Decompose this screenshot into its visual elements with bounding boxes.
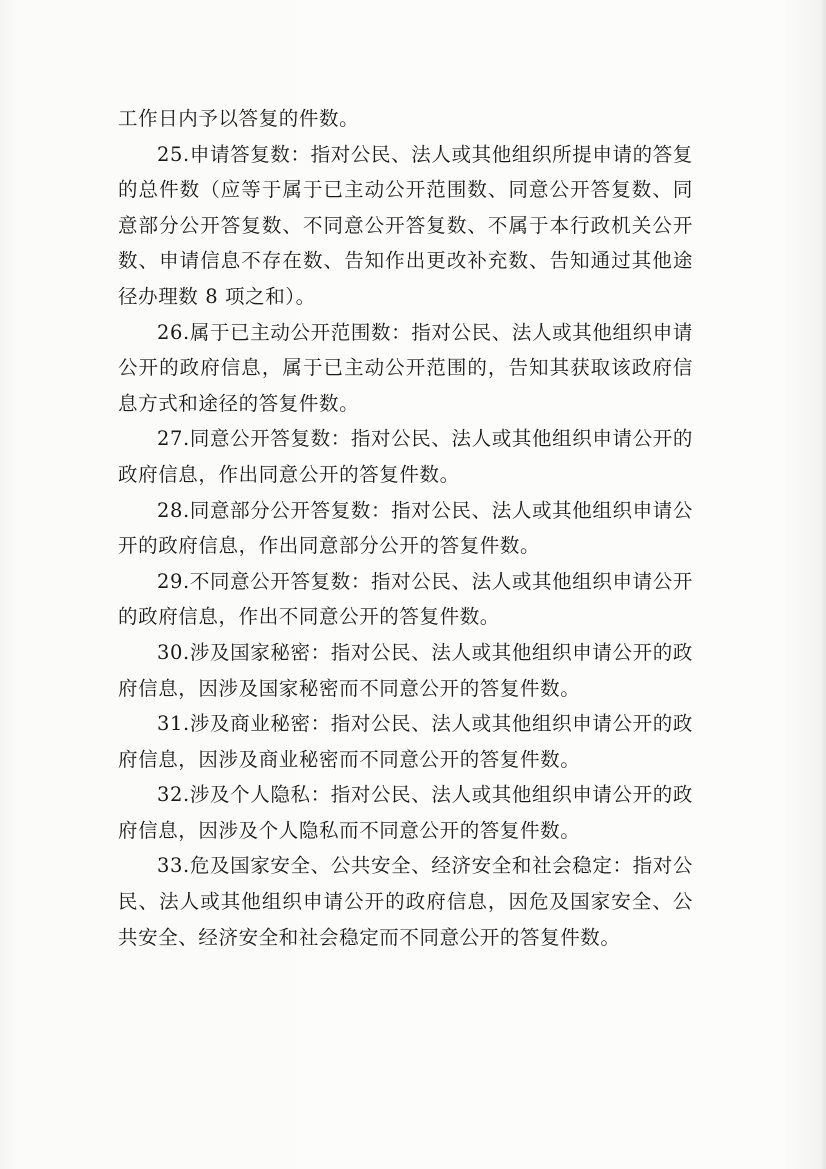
- page-edge-shadow: [820, 0, 826, 1169]
- paragraph-text: 指对公民、法人或其他组织申请公开的政府信息，因涉及国家秘密而不同意公开的答复件数。: [118, 640, 693, 700]
- paragraph-term: 28.同意部分公开答复数：: [157, 498, 392, 522]
- paragraph-item-32: [118, 777, 693, 848]
- paragraph-item-31: [118, 706, 693, 777]
- paragraph-text: 指对公民、法人或其他组织申请公开的政府信息，作出同意部分公开的答复件数。: [118, 498, 693, 558]
- paragraph-term: 33.危及国家安全、公共安全、经济安全和社会稳定：: [157, 854, 633, 878]
- paragraph-item-26: [118, 315, 693, 422]
- paragraph-text: 指对公民、法人或其他组织申请公开的政府信息，因危及国家安全、公共安全、经济安全和社会稳定而不同意公开的答复件数。: [118, 854, 693, 949]
- paragraph-item-33: [118, 848, 693, 955]
- paragraph-term: 30.涉及国家秘密：: [157, 640, 331, 664]
- paragraph-term: 29.不同意公开答复数：: [157, 569, 371, 593]
- paragraph-term: 27.同意公开答复数：: [157, 427, 351, 451]
- paragraph-text: 指对公民、法人或其他组织申请公开的政府信息，因涉及商业秘密而不同意公开的答复件数。: [118, 712, 693, 771]
- paragraph-text: 工作日内予以答复的件数。: [118, 107, 360, 130]
- paragraph-term: 31.涉及商业秘密：: [157, 712, 331, 736]
- paragraph-item-30: [118, 635, 693, 706]
- document-body: [118, 101, 693, 955]
- paragraph-item-28: [118, 493, 693, 564]
- paragraph-text: 指对公民、法人或其他组织申请公开的政府信息，作出同意公开的答复件数。: [118, 427, 693, 486]
- paragraph-term: 25.申请答复数：: [157, 142, 311, 166]
- paragraph-text: 指对公民、法人或其他组织申请公开的政府信息，因涉及个人隐私而不同意公开的答复件数。: [118, 783, 693, 842]
- paragraph-item-29: [118, 564, 693, 635]
- paragraph-item-27: [118, 421, 693, 492]
- paragraph-continuation: [118, 101, 693, 137]
- paragraph-text: 指对公民、法人或其他组织申请公开的政府信息，作出不同意公开的答复件数。: [118, 569, 693, 629]
- paragraph-text: 指对公民、法人或其他组织所提申请的答复的总件数（应等于属于已主动公开范围数、同意公开答复数、同意部分公开答复数、不同意公开答复数、不属于本行政机关公开数、申请信息不存在数、告知作出更改补充数、告知通过其他途径办理数 8 项之和）。: [118, 142, 693, 308]
- paragraph-term: 26.属于已主动公开范围数：: [157, 320, 412, 344]
- paragraph-term: 32.涉及个人隐私：: [157, 783, 331, 807]
- paragraph-item-25: [118, 137, 693, 315]
- paragraph-text: 指对公民、法人或其他组织申请公开的政府信息，属于已主动公开范围的，告知其获取该政府信息方式和途径的答复件数。: [118, 320, 693, 415]
